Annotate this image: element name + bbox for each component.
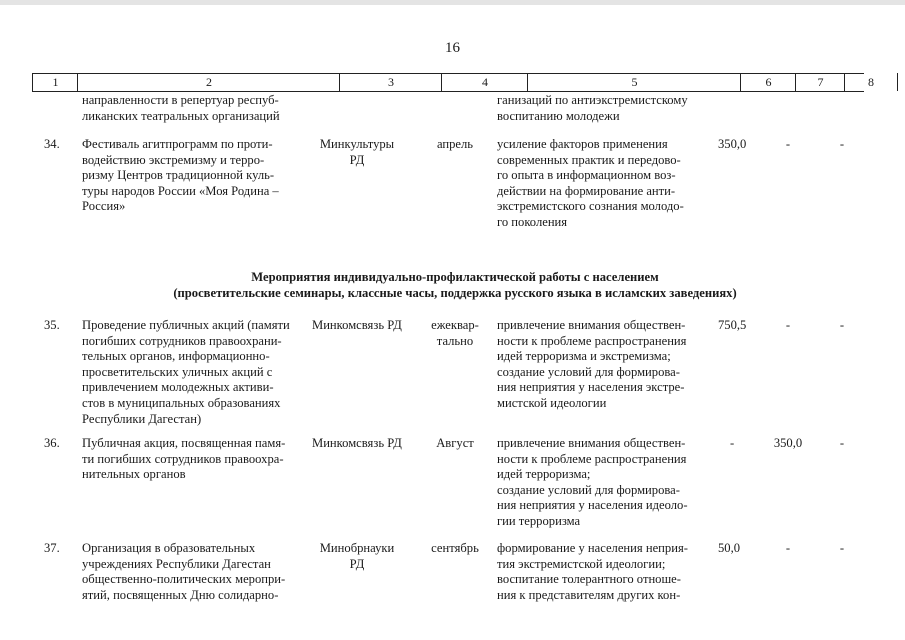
column-header-8: 8 bbox=[844, 73, 898, 91]
column-header-5: 5 bbox=[527, 73, 741, 91]
row-37-period: сентябрь bbox=[431, 541, 479, 555]
column-header-2: 2 bbox=[77, 73, 340, 91]
continuation-name: направленности в репертуар респуб- ликанских театральных организаций bbox=[82, 93, 280, 123]
row-37-number: 37. bbox=[44, 541, 60, 555]
row-37-result: формирование у населения неприя- тия экстремистской идеологии; воспитание толерантного отноше- ния к представителям других кон- bbox=[497, 541, 688, 602]
row-35-col8: - bbox=[839, 318, 845, 332]
column-header-3: 3 bbox=[339, 73, 442, 91]
continuation-result: ганизаций по антиэкстремистскому воспитанию молодежи bbox=[497, 93, 688, 123]
row-37-executor: Минобрнауки РД bbox=[319, 541, 395, 571]
column-header-1: 1 bbox=[32, 73, 78, 91]
row-36-col7: 350,0 bbox=[773, 436, 803, 450]
row-34-col8: - bbox=[839, 137, 845, 151]
row-35-executor: Минкомсвязь РД bbox=[312, 318, 402, 332]
page-number: 16 bbox=[445, 40, 460, 56]
row-37-col6: 50,0 bbox=[718, 541, 741, 555]
row-36-result: привлечение внимания обществен- ности к проблеме распространения идей терроризма; создание условий для формирова- ния неприятия у населения идеоло- гии терроризма bbox=[497, 436, 688, 528]
row-35-name: Проведение публичных акций (памяти погибших сотрудников правоохрани- тельных органов, информационно- просветительских уличных акций с привлечением молодежных активи- стов в муниципальных образованиях Республики Дагестан) bbox=[82, 318, 290, 426]
row-35-result: привлечение внимания обществен- ности к проблеме распространения идей терроризма и экстремизма; создание условий для формирова- ния неприятия у населения экстре- мистской идеологии bbox=[497, 318, 687, 410]
column-header-6: 6 bbox=[740, 73, 796, 91]
row-34-number: 34. bbox=[44, 137, 60, 151]
section-heading-line-2: (просветительские семинары, классные часы, поддержка русского языка в исламских заведениях) bbox=[173, 286, 737, 300]
column-header-7: 7 bbox=[795, 73, 845, 91]
row-35-period: ежеквар- тально bbox=[431, 318, 479, 348]
row-35-number: 35. bbox=[44, 318, 60, 332]
row-36-period: Август bbox=[436, 436, 474, 450]
row-34-result: усиление факторов применения современных практик и передово- го опыта в информационном воз- действии на формирование анти- экстремистского сознания молодо- го поколения bbox=[497, 137, 684, 229]
row-35-col6: 750,5 bbox=[718, 318, 747, 332]
row-36-name: Публичная акция, посвященная памя- ти погибших сотрудников правоохра- нительных органов bbox=[82, 436, 286, 482]
column-header-4: 4 bbox=[441, 73, 528, 91]
row-37-col8: - bbox=[839, 541, 845, 555]
row-34-executor: Минкультуры РД bbox=[319, 137, 395, 167]
row-36-executor: Минкомсвязь РД bbox=[312, 436, 402, 450]
row-34-name: Фестиваль агитпрограмм по проти- водействию экстремизму и терро- ризму Центров традиционной куль- туры народов России «Моя Родина – Россия» bbox=[82, 137, 279, 214]
row-34-col6: 350,0 bbox=[718, 137, 747, 151]
row-36-col6: - bbox=[730, 436, 735, 450]
scan-top-edge bbox=[0, 0, 905, 5]
row-34-col7: - bbox=[785, 137, 791, 151]
row-36-col8: - bbox=[839, 436, 845, 450]
row-36-number: 36. bbox=[44, 436, 60, 450]
row-35-col7: - bbox=[785, 318, 791, 332]
row-34-period: апрель bbox=[436, 137, 474, 151]
section-heading-line-1: Мероприятия индивидуально-профилактической работы с населением bbox=[251, 270, 659, 284]
row-37-name: Организация в образовательных учреждениях Республики Дагестан общественно-политических меропри- ятий, посвященных Дню солидарно- bbox=[82, 541, 286, 602]
column-header-row bbox=[32, 73, 874, 92]
row-37-col7: - bbox=[785, 541, 791, 555]
